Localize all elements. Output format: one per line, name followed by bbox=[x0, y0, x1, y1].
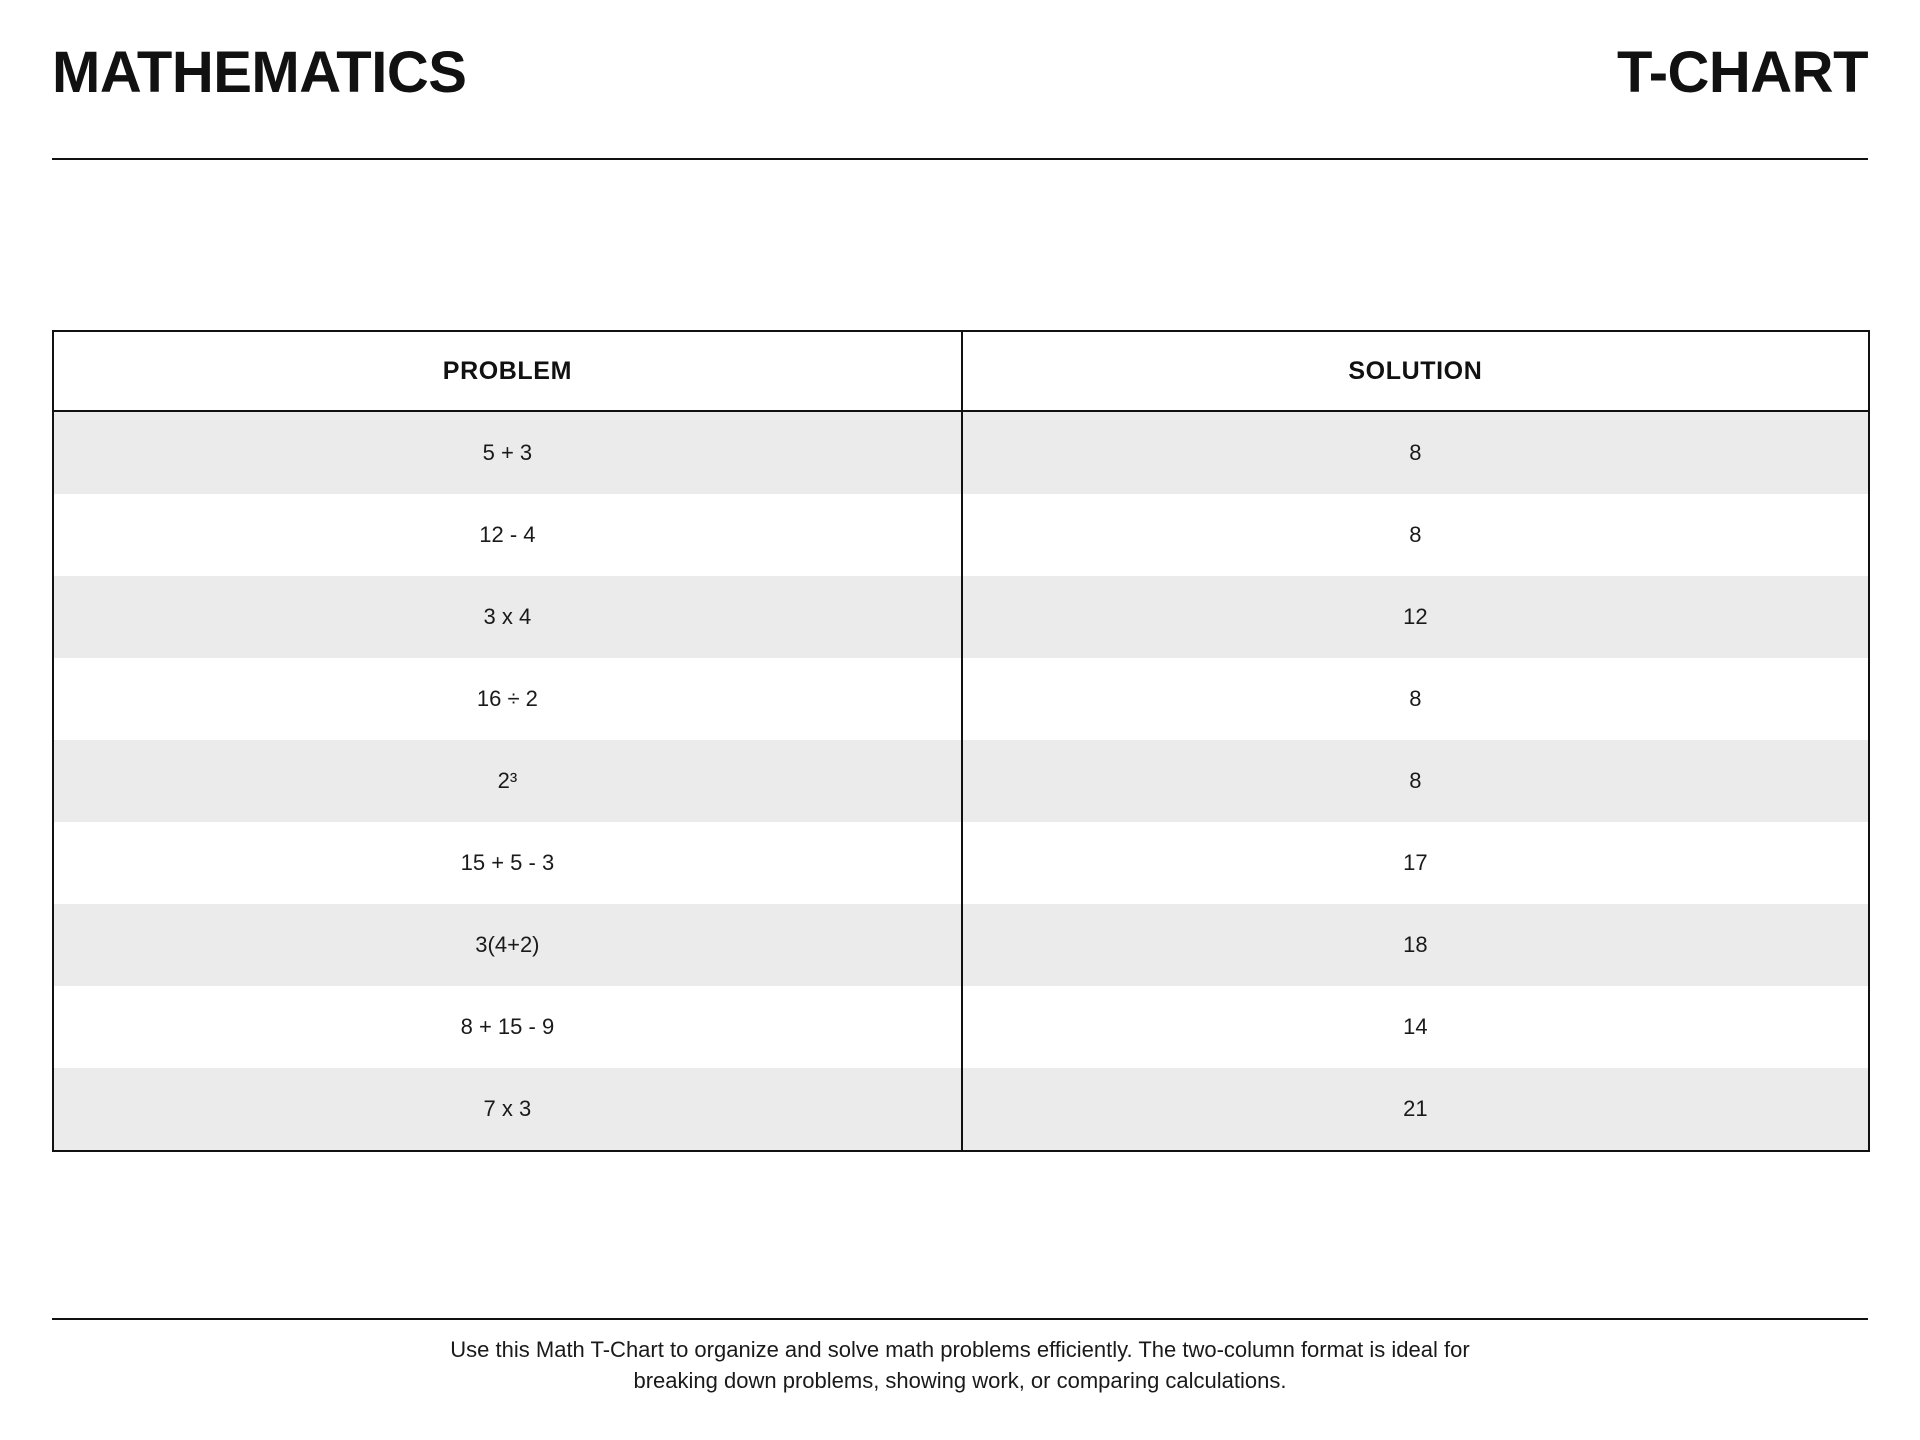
cell-solution: 8 bbox=[963, 494, 1868, 576]
page-subtitle: T-CHART bbox=[1616, 40, 1868, 105]
page-title: MATHEMATICS bbox=[52, 40, 467, 105]
cell-solution: 12 bbox=[963, 576, 1868, 658]
cell-solution: 17 bbox=[963, 822, 1868, 904]
table-header-row bbox=[54, 332, 1868, 412]
page-header bbox=[52, 40, 1868, 105]
cell-problem: 5 + 3 bbox=[54, 412, 963, 494]
t-chart-table bbox=[52, 330, 1870, 1152]
table-row bbox=[54, 658, 1868, 740]
footer-line-1: Use this Math T-Chart to organize and solve math problems efficiently. The two-column format is ideal for bbox=[450, 1337, 1470, 1362]
table-row bbox=[54, 904, 1868, 986]
cell-solution: 8 bbox=[963, 412, 1868, 494]
cell-solution: 14 bbox=[963, 986, 1868, 1068]
column-header-problem: PROBLEM bbox=[54, 332, 963, 410]
cell-problem: 3(4+2) bbox=[54, 904, 963, 986]
cell-problem: 16 ÷ 2 bbox=[54, 658, 963, 740]
table-row bbox=[54, 412, 1868, 494]
table-row bbox=[54, 822, 1868, 904]
table-row bbox=[54, 576, 1868, 658]
cell-problem: 15 + 5 - 3 bbox=[54, 822, 963, 904]
cell-solution: 18 bbox=[963, 904, 1868, 986]
footer-line-2: breaking down problems, showing work, or comparing calculations. bbox=[633, 1368, 1287, 1394]
table-row bbox=[54, 986, 1868, 1068]
table-row bbox=[54, 1068, 1868, 1150]
footer-description bbox=[52, 1334, 1868, 1396]
footer-divider bbox=[52, 1318, 1868, 1320]
cell-problem: 3 x 4 bbox=[54, 576, 963, 658]
column-header-solution: SOLUTION bbox=[963, 332, 1868, 410]
table-row bbox=[54, 494, 1868, 576]
cell-solution: 8 bbox=[963, 740, 1868, 822]
cell-solution: 21 bbox=[963, 1068, 1868, 1150]
cell-solution: 8 bbox=[963, 658, 1868, 740]
cell-problem: 8 + 15 - 9 bbox=[54, 986, 963, 1068]
cell-problem: 12 - 4 bbox=[54, 494, 963, 576]
cell-problem: 2³ bbox=[54, 740, 963, 822]
table-row bbox=[54, 740, 1868, 822]
cell-problem: 7 x 3 bbox=[54, 1068, 963, 1150]
header-divider bbox=[52, 158, 1868, 160]
